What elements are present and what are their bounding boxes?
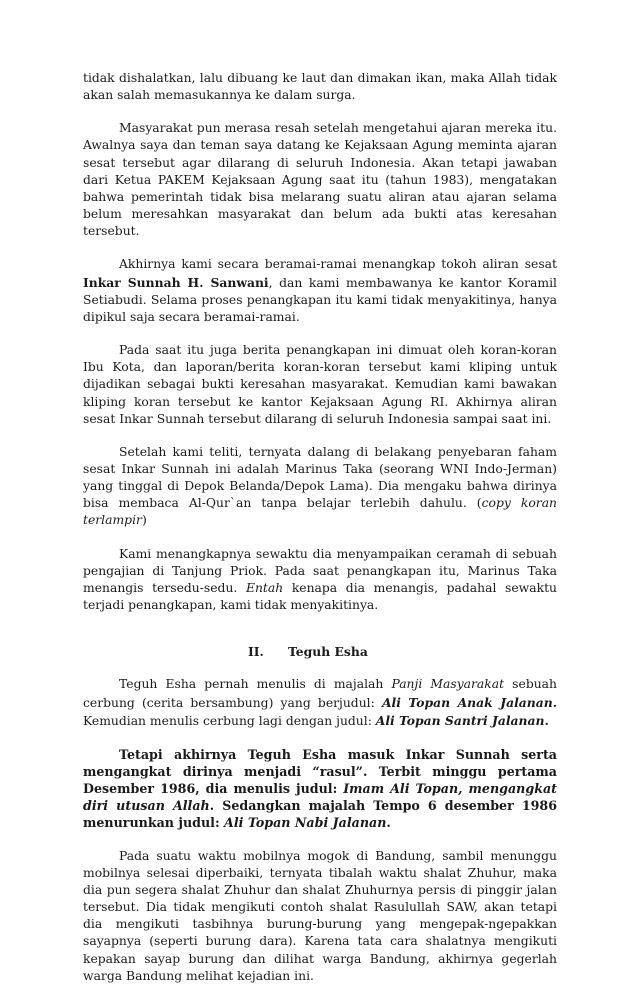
section-number: II. <box>248 644 264 660</box>
paragraph-7-title-2: Ali Topan Santri Jalanan. <box>375 712 549 728</box>
document-page <box>83 70 557 985</box>
paragraph-7 <box>83 676 557 729</box>
paragraph-7-text-e: Kemudian menulis cerbung lagi dengan judul: <box>83 713 376 728</box>
paragraph-6-italic: Entah <box>245 580 284 595</box>
paragraph-9 <box>83 848 557 985</box>
paragraph-5-italic: copy koran terlampir <box>83 496 558 528</box>
paragraph-5-text-a: Setelah kami teliti, ternyata dalang di belakang penyebaran faham sesat Inkar Sunnah ini adalah Marinus Taka (seorang WNI Indo-Jerman) yang tinggal di Depok Belanda/Depok Lama). Dia mengaku bahwa dirinya bisa membaca Al-Qur`an tanpa belajar terlebih dahulu. ( <box>83 444 557 511</box>
paragraph-8 <box>83 746 557 832</box>
paragraph-6-text-a: Kami menangkapnya sewaktu dia menyampaikan ceramah di sebuah pengajian di Tanjung Priok. Pada saat penangkapan itu, Marinus Taka menangis tersedu-sedu. <box>83 546 557 595</box>
paragraph-8-text-e: . <box>386 815 391 831</box>
paragraph-2-text: Masyarakat pun merasa resah setelah mengetahui ajaran mereka itu. Awalnya saya dan teman saya datang ke Kejaksaan Agung meminta ajaran sesat tersebut agar dilarang di seluruh Indonesia. Akan tetapi jawaban dari Ketua PAKEM Kejaksaan Agung saat itu (tahun 1983), mengatakan bahwa pemerintah tidak bisa melarang suatu aliran atau ajaran selama belum meresahkan masyarakat dan belum ada bukti atas keresahan tersebut. <box>83 121 557 239</box>
paragraph-3-text-c: , dan kami membawanya ke kantor Koramil Setiabudi. Selama proses penangkapan itu kami tidak menyakitinya, hanya dipikul saja secara beramai-ramai. <box>83 275 557 324</box>
paragraph-8-title-2: Ali Topan Nabi Jalanan <box>224 815 387 831</box>
paragraph-3-bold-name: Inkar Sunnah H. Sanwani <box>83 274 269 290</box>
paragraph-6-text-c: kenapa dia menangis, padahal sewaktu terjadi penangkapan, kami tidak menyakitinya. <box>83 580 557 613</box>
section-title: Teguh Esha <box>288 644 368 660</box>
paragraph-7-magazine: Panji Masyarakat <box>391 677 505 692</box>
paragraph-6 <box>83 546 557 615</box>
paragraph-5-text-c: ) <box>141 513 147 528</box>
paragraph-8-text-c: . Sedangkan majalah Tempo 6 desember 1986 menurunkan judul: <box>83 798 557 831</box>
paragraph-8-title-1: Imam Ali Topan, mengangkat diri utusan Allah <box>83 781 557 814</box>
paragraph-1 <box>83 70 557 104</box>
paragraph-7-text-c: sebuah cerbung (cerita bersambung) yang berjudul: <box>83 677 557 710</box>
paragraph-4-text: Pada saat itu juga berita penangkapan ini dimuat oleh koran-koran Ibu Kota, dan laporan/berita koran-koran tersebut kami kliping untuk dijadikan sebagai bukti keresahan masyarakat. Kemudian kami bawakan kliping koran tersebut ke kantor Kejaksaan Agung RI. Akhirnya aliran sesat Inkar Sunnah tersebut dilarang di seluruh Indonesia sampai saat ini. <box>83 343 557 426</box>
section-heading <box>83 643 557 660</box>
paragraph-8-text-a: Tetapi akhirnya Teguh Esha masuk Inkar Sunnah serta mengangkat dirinya menjadi “rasul”. Terbit minggu pertama Desember 1986, dia menulis judul: <box>83 746 557 797</box>
paragraph-7-text-a: Teguh Esha pernah menulis di majalah <box>119 677 392 692</box>
paragraph-1-text: tidak dishalatkan, lalu dibuang ke laut dan dimakan ikan, maka Allah tidak akan salah memasukannya ke dalam surga. <box>83 71 557 103</box>
paragraph-4 <box>83 342 557 428</box>
paragraph-9-text: Pada suatu waktu mobilnya mogok di Bandung, sambil menunggu mobilnya selesai diperbaiki, ternyata tibalah waktu shalat Zhuhur, maka dia pun segera shalat Zhuhur dan shalat Zhuhurnya persis di pinggir jalan tersebut. Dia tidak mengikuti contoh shalat Rasulullah SAW, akan tetapi dia mengikuti tasbihnya burung-burung yang mengepak-ngepakkan sayapnya (seperti burung dara). Karena tata cara shalatnya mengikuti kepakan sayap burung dan dilihat warga Bandung, akhirnya gegerlah warga Bandung melihat kejadian ini. <box>83 848 557 983</box>
paragraph-5 <box>83 444 557 530</box>
paragraph-2 <box>83 120 557 240</box>
paragraph-3-text-a: Akhirnya kami secara beramai-ramai menangkap tokoh aliran sesat <box>119 257 557 272</box>
paragraph-3 <box>83 256 557 326</box>
paragraph-7-title-1: Ali Topan Anak Jalanan. <box>381 694 558 710</box>
